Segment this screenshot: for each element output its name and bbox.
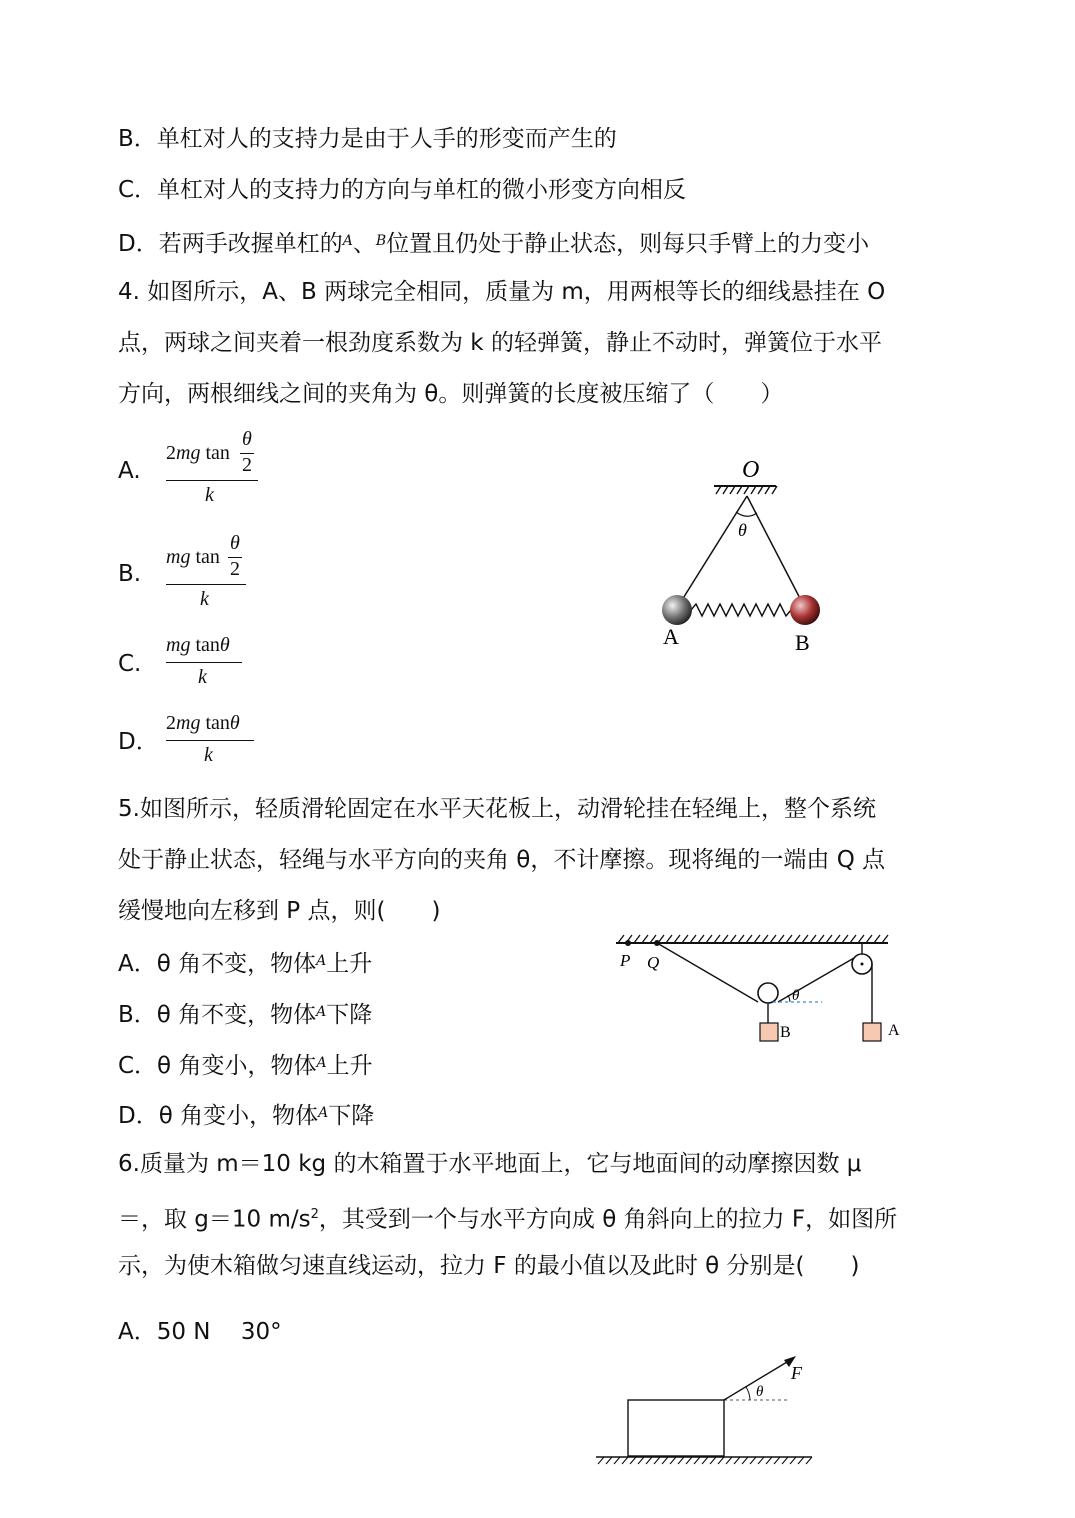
q4-figure-string-right: [747, 496, 805, 608]
q4-stem-line3: 方向，两根细线之间的夹角为 θ。则弹簧的长度被压缩了（ ）: [118, 381, 784, 407]
q6-figure-label-theta: θ: [756, 1384, 764, 1400]
q4-option-b-label: B.: [118, 561, 142, 587]
q5-option-d: D．θ 角变小，物体$^A$下降: [118, 1103, 375, 1129]
q4-figure-label-o: O: [742, 457, 760, 483]
q5-stem-line2: 处于静止状态，轻绳与水平方向的夹角 θ，不计摩擦。现将绳的一端由 Q 点: [118, 847, 886, 873]
q6-stem-line3: 示，为使木箱做匀速直线运动，拉力 F 的最小值以及此时 θ 分别是( ): [118, 1253, 860, 1279]
q4-stem-line2: 点，两球之间夹着一根劲度系数为 k 的轻弹簧，静止不动时，弹簧位于水平: [118, 330, 882, 356]
q5-figure-block-a: [863, 1023, 881, 1041]
q5-figure-label-a: A: [888, 1022, 900, 1039]
q5-figure-rope-left: [657, 943, 758, 1002]
q4-figure-label-a: A: [663, 624, 679, 649]
q3-option-d-point-a: A: [342, 233, 353, 249]
q5-option-a: A．θ 角不变，物体$^A$上升: [118, 951, 373, 977]
q6-figure-box-force: [590, 1350, 820, 1470]
q3-option-d-post: 位置且仍处于静止状态，则每只手臂上的力变小: [386, 231, 870, 257]
q4-stem-line1: 4. 如图所示，A、B 两球完全相同，质量为 m，用两根等长的细线悬挂在 O: [118, 279, 886, 305]
q6-stem-line2: ＝，取 g＝10 $m/s^2$，其受到一个与水平方向成 θ 角斜向上的拉力 F，如图所: [118, 1206, 898, 1233]
q3-option-d: [118, 226, 869, 259]
q5-figure-label-theta: θ: [792, 988, 800, 1004]
q5-stem-line1: 5.如图所示，轻质滑轮固定在水平天花板上，动滑轮挂在轻绳上，整个系统: [118, 796, 876, 822]
q5-figure-movable-pulley: [758, 983, 778, 1003]
q3-option-d-point-b: B: [375, 233, 387, 249]
q5-figure-block-b: [760, 1023, 778, 1041]
q4-figure-ball-b: [790, 595, 820, 625]
q6-stem-line1: 6.质量为 m＝10 kg 的木箱置于水平地面上，它与地面间的动摩擦因数 μ: [118, 1151, 862, 1177]
q3-option-d-pre: D．若两手改握单杠的: [118, 231, 343, 257]
q3-option-d-sep: 、: [352, 231, 376, 257]
q5-figure-point-p: [625, 940, 631, 946]
q5-figure-label-p: P: [620, 951, 631, 970]
q5-stem-line3: 缓慢地向左移到 P 点，则( ): [118, 898, 441, 924]
q3-option-c: C．单杠对人的支持力的方向与单杠的微小形变方向相反: [118, 177, 687, 203]
q4-option-c-formula: mg tanθ k: [166, 632, 256, 692]
q4-option-c-label: C.: [118, 651, 142, 677]
q6-option-a: A．50 N 30°: [118, 1319, 282, 1345]
q5-option-b-body: A: [316, 1004, 327, 1020]
q4-figure-label-b: B: [795, 630, 810, 655]
q4-figure-spring-balls: [650, 450, 830, 660]
q4-figure-ball-a: [662, 595, 692, 625]
q6-figure-box: [628, 1400, 724, 1456]
q3-option-b: B．单杠对人的支持力是由于人手的形变而产生的: [118, 126, 617, 152]
q4-option-b-formula: mg tan θ 2 k: [166, 534, 256, 614]
q5-option-b: B．θ 角不变，物体$^A$下降: [118, 1002, 373, 1028]
q4-figure-ceiling-hatch: [716, 486, 777, 494]
q4-option-d-label: D．: [118, 729, 159, 755]
q4-option-a-label: A.: [118, 458, 141, 484]
q5-figure-label-q: Q: [647, 953, 660, 972]
q5-option-d-body: A: [318, 1105, 329, 1121]
q4-option-a-formula: 2mg tan θ 2 k: [166, 430, 266, 510]
q4-figure-spring: [691, 604, 791, 616]
q5-option-c: C．θ 角变小，物体$^A$上升: [118, 1053, 373, 1079]
q5-figure-pulleys: [610, 925, 900, 1050]
q5-figure-rope-right: [778, 958, 854, 1002]
q4-figure-angle-arc: [736, 512, 757, 516]
q4-option-d-formula: 2mg tanθ k: [166, 710, 266, 770]
q6-figure-label-f: F: [791, 1363, 802, 1383]
q5-figure-label-b: B: [780, 1024, 791, 1041]
q5-option-c-body: A: [316, 1055, 327, 1071]
q6-figure-ground-hatch: [598, 1457, 812, 1464]
q5-option-a-body: A: [316, 953, 327, 969]
q4-figure-label-theta: θ: [738, 520, 747, 540]
